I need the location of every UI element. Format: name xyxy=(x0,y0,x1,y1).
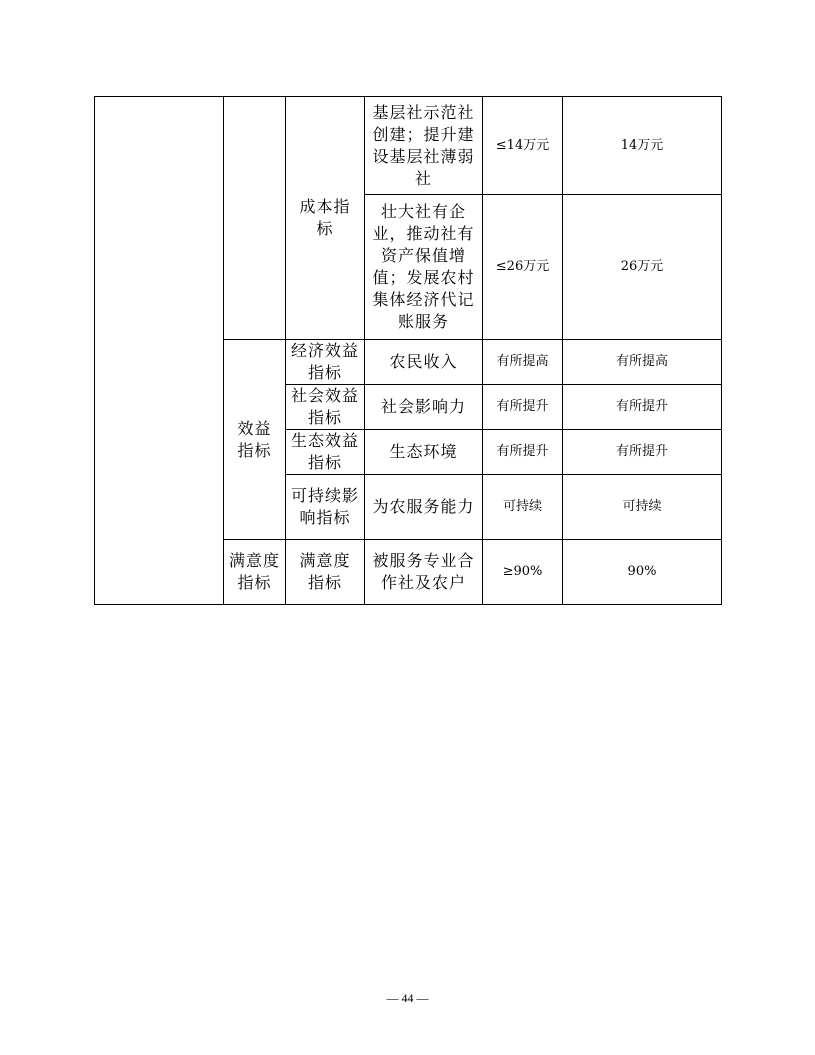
satisfaction-actual-cell: 90% xyxy=(563,540,722,605)
satisfaction-indicator-label: 满意度指标 xyxy=(224,540,286,605)
satisfaction-sub-label: 满意度指标 xyxy=(286,540,365,605)
empty-category-cell xyxy=(95,97,224,605)
benefit-target-cell: 可持续 xyxy=(483,475,563,540)
benefit-actual-cell: 有所提高 xyxy=(563,340,722,385)
benefit-target-cell: 有所提高 xyxy=(483,340,563,385)
benefit-description-cell: 为农服务能力 xyxy=(365,475,483,540)
benefit-sub-label: 生态效益指标 xyxy=(286,430,365,475)
cost-target-cell: ≤14万元 xyxy=(483,97,563,195)
benefit-target-cell: 有所提升 xyxy=(483,430,563,475)
cost-description-cell: 基层社示范社创建；提升建设基层社薄弱社 xyxy=(365,97,483,195)
benefit-actual-cell: 有所提升 xyxy=(563,430,722,475)
cost-target-cell: ≤26万元 xyxy=(483,195,563,340)
table-row xyxy=(95,97,722,195)
satisfaction-target-cell: ≥90% xyxy=(483,540,563,605)
benefit-actual-cell: 可持续 xyxy=(563,475,722,540)
empty-group-cell xyxy=(224,97,286,340)
cost-actual-cell: 14万元 xyxy=(563,97,722,195)
benefit-description-cell: 社会影响力 xyxy=(365,385,483,430)
benefit-actual-cell: 有所提升 xyxy=(563,385,722,430)
benefit-description-cell: 生态环境 xyxy=(365,430,483,475)
benefit-sub-label: 社会效益指标 xyxy=(286,385,365,430)
cost-description-cell: 壮大社有企业，推动社有资产保值增值；发展农村集体经济代记账服务 xyxy=(365,195,483,340)
benefit-description-cell: 农民收入 xyxy=(365,340,483,385)
cost-actual-cell: 26万元 xyxy=(563,195,722,340)
cost-indicator-label: 成本指标 xyxy=(286,97,365,340)
benefit-sub-label: 可持续影响指标 xyxy=(286,475,365,540)
benefit-indicator-label: 效益指标 xyxy=(224,340,286,540)
performance-indicator-table xyxy=(94,96,722,605)
benefit-target-cell: 有所提升 xyxy=(483,385,563,430)
benefit-sub-label: 经济效益指标 xyxy=(286,340,365,385)
page-number: — 44 — xyxy=(386,991,429,1005)
satisfaction-description-cell: 被服务专业合作社及农户 xyxy=(365,540,483,605)
